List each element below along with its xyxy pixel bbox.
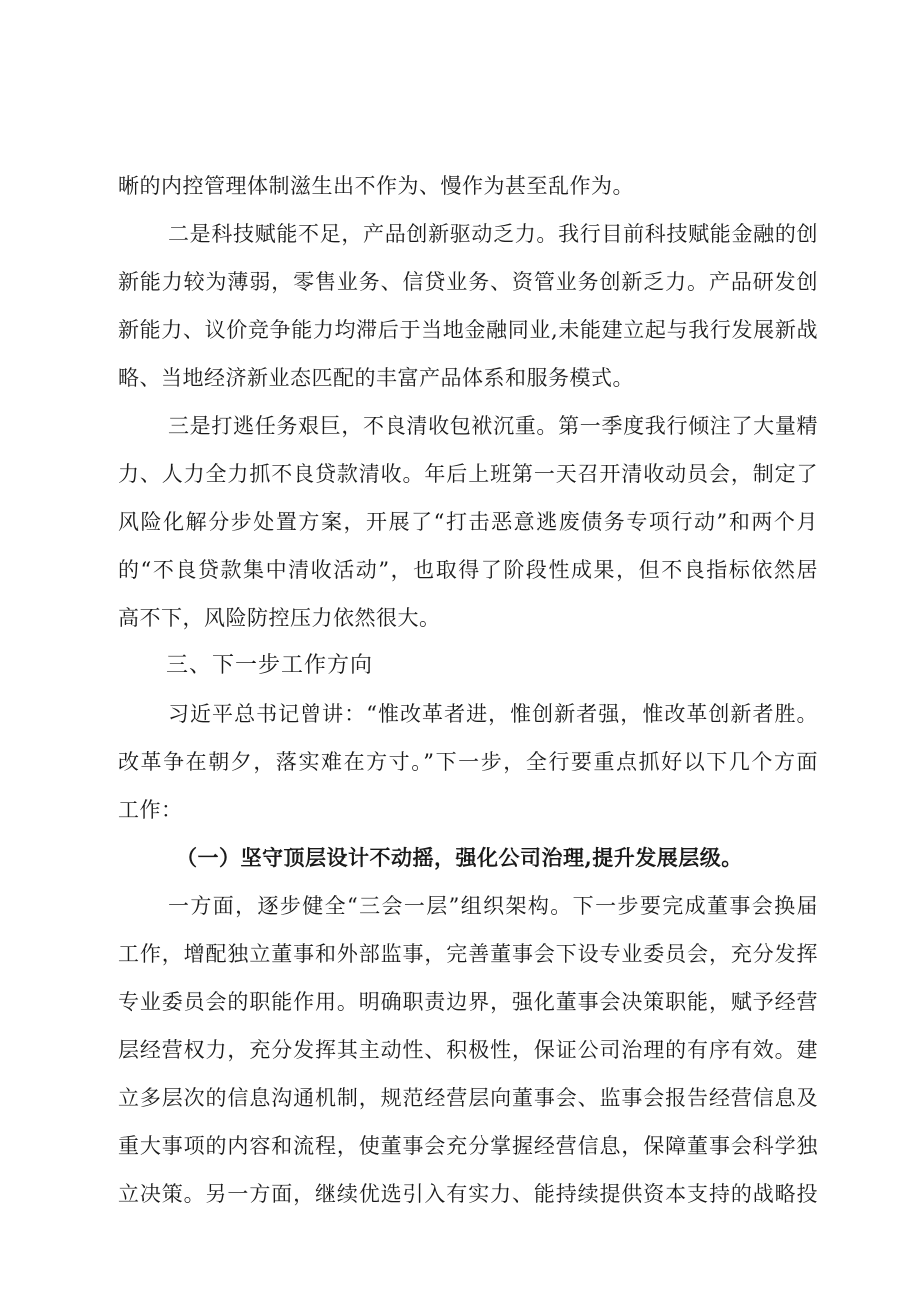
paragraph-line: 的“不良贷款集中清收活动”，也取得了阶段性成果，但不良指标依然居 xyxy=(118,558,818,582)
paragraph-line: 立决策。另一方面，继续优选引入有实力、能持续提供资本支持的战略投 xyxy=(118,1182,818,1206)
section-heading: 三、下一步工作方向 xyxy=(166,653,374,678)
paragraph-line: 晰的内控管理体制滋生出不作为、慢作为甚至乱作为。 xyxy=(118,174,634,198)
paragraph-line: 立多层次的信息沟通机制，规范经营层向董事会、监事会报告经营信息及 xyxy=(118,1086,818,1110)
paragraph-line: 力、人力全力抓不良贷款清收。年后上班第一天召开清收动员会，制定了 xyxy=(118,462,818,486)
paragraph-line: 新能力、议价竞争能力均滞后于当地金融同业,未能建立起与我行发展新战 xyxy=(118,318,818,342)
paragraph-line: 一方面，逐步健全“三会一层”组织架构。下一步要完成董事会换届 xyxy=(168,894,818,918)
paragraph-line: 层经营权力，充分发挥其主动性、积极性，保证公司治理的有序有效。建 xyxy=(118,1038,818,1062)
paragraph-line: 二是科技赋能不足，产品创新驱动乏力。我行目前科技赋能金融的创 xyxy=(168,222,818,246)
paragraph-line: 工作，增配独立董事和外部监事，完善董事会下设专业委员会，充分发挥 xyxy=(118,942,818,966)
paragraph-line: 改革争在朝夕，落实难在方寸。”下一步，全行要重点抓好以下几个方面 xyxy=(118,750,818,774)
paragraph-line: 专业委员会的职能作用。明确职责边界，强化董事会决策职能，赋予经营 xyxy=(118,990,818,1014)
paragraph-line: 新能力较为薄弱，零售业务、信贷业务、资管业务创新乏力。产品研发创 xyxy=(118,270,818,294)
paragraph-line: 习近平总书记曾讲：“惟改革者进，惟创新者强，惟改革创新者胜。 xyxy=(168,702,818,726)
paragraph-line: 重大事项的内容和流程，使董事会充分掌握经营信息，保障董事会科学独 xyxy=(118,1134,818,1158)
paragraph-line: 工作： xyxy=(118,798,183,822)
paragraph-line: 高不下，风险防控压力依然很大。 xyxy=(118,606,441,630)
subsection-heading: （一）坚守顶层设计不动摇，强化公司治理,提升发展层级。 xyxy=(176,845,743,870)
paragraph-line: 风险化解分步处置方案，开展了“打击恶意逃废债务专项行动”和两个月 xyxy=(118,510,818,534)
paragraph-line: 略、当地经济新业态匹配的丰富产品体系和服务模式。 xyxy=(118,366,634,390)
paragraph-line: 三是打逃任务艰巨，不良清收包袱沉重。第一季度我行倾注了大量精 xyxy=(168,414,818,438)
